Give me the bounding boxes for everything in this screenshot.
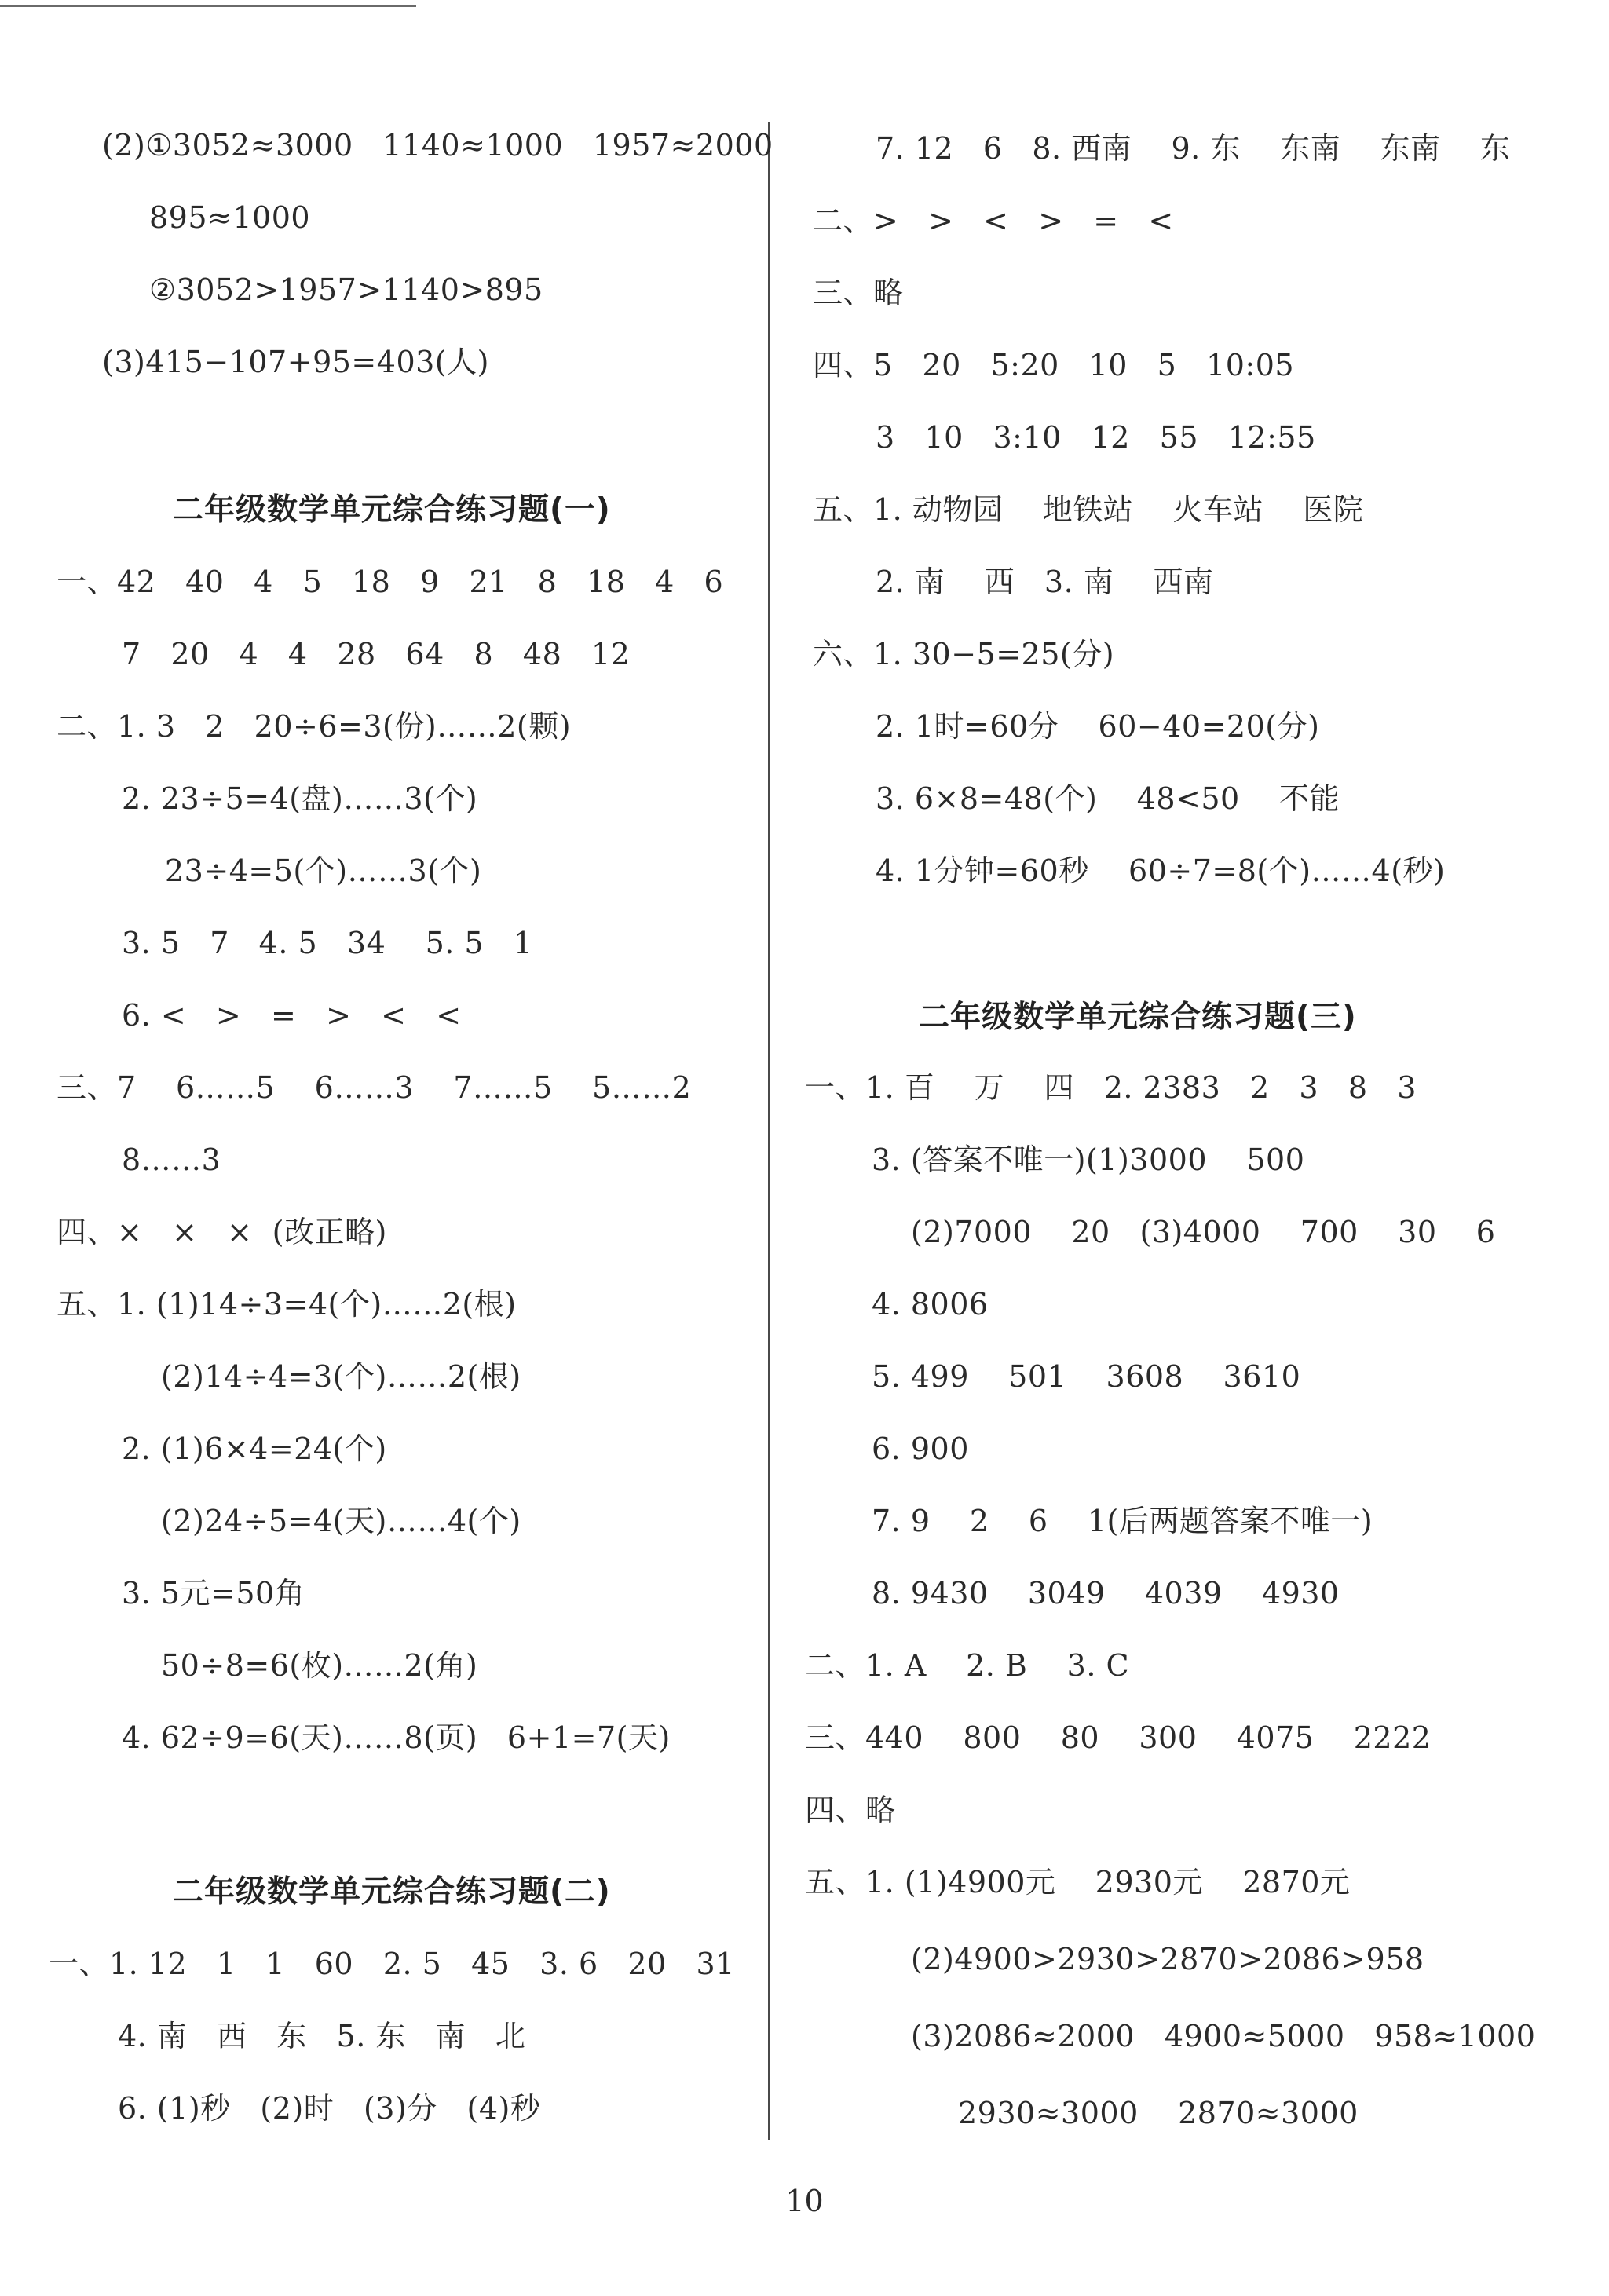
answer-line: 一、42 40 4 5 18 9 21 8 18 4 6 [57, 565, 724, 599]
answer-line: 五、1. 动物园 地铁站 火车站 医院 [813, 492, 1364, 527]
page-number: 10 [785, 2184, 824, 2218]
answer-line: 2930≈3000 2870≈3000 [958, 2096, 1359, 2130]
answer-line: 6. (1)秒 (2)时 (3)分 (4)秒 [118, 2091, 541, 2126]
answer-line: 三、440 800 80 300 4075 2222 [805, 1720, 1432, 1755]
answer-line: 3. 5 7 4. 5 34 5. 5 1 [122, 926, 533, 960]
column-divider [768, 122, 770, 2140]
answer-line: (2)24÷5=4(天)……4(个) [161, 1504, 521, 1538]
answer-line: (2)4900>2930>2870>2086>958 [911, 1942, 1424, 1976]
answer-line: 3 10 3:10 12 55 12:55 [876, 420, 1316, 455]
answer-line: 3. 5元=50角 [122, 1576, 305, 1610]
answer-line: 四、略 [805, 1793, 896, 1827]
answer-line: 3. (答案不唯一)(1)3000 500 [872, 1143, 1305, 1177]
answer-line: 3. 6×8=48(个) 48<50 不能 [876, 781, 1340, 816]
answer-line: 2. 南 西 3. 南 西南 [876, 565, 1214, 599]
answer-line: 8. 9430 3049 4039 4930 [872, 1576, 1340, 1610]
answer-line: (3)2086≈2000 4900≈5000 958≈1000 [911, 2019, 1536, 2053]
answer-line: 五、1. (1)4900元 2930元 2870元 [805, 1865, 1351, 1899]
answer-line: 7. 12 6 8. 西南 9. 东 东南 东南 东 [876, 131, 1511, 166]
answer-line: 4. 南 西 东 5. 东 南 北 [118, 2019, 526, 2053]
answer-line: 六、1. 30−5=25(分) [813, 637, 1115, 671]
section-heading-unit2: 二年级数学单元综合练习题(二) [173, 1874, 611, 1910]
answer-line: 2. 23÷5=4(盘)……3(个) [122, 781, 478, 816]
answer-line: 2. (1)6×4=24(个) [122, 1431, 387, 1466]
section-heading-unit1: 二年级数学单元综合练习题(一) [173, 492, 611, 528]
answer-line: 50÷8=6(枚)……2(角) [161, 1648, 478, 1683]
answer-line: 4. 1分钟=60秒 60÷7=8(个)……4(秒) [876, 854, 1446, 888]
answer-line: (2)7000 20 (3)4000 700 30 6 [911, 1215, 1496, 1249]
answer-line: 五、1. (1)14÷3=4(个)……2(根) [57, 1287, 517, 1322]
answer-line: 6. < > = > < < [122, 998, 462, 1033]
answer-line: 2. 1时=60分 60−40=20(分) [876, 709, 1320, 744]
answer-line: (2)14÷4=3(个)……2(根) [161, 1359, 521, 1394]
answer-line: 三、7 6……5 6……3 7……5 5……2 [57, 1070, 692, 1105]
answer-line: 8……3 [122, 1143, 221, 1177]
answer-line: 7. 9 2 6 1(后两题答案不唯一) [872, 1504, 1373, 1538]
answer-line: (2)①3052≈3000 1140≈1000 1957≈2000 [102, 128, 773, 163]
answer-line: 4. 8006 [872, 1287, 989, 1322]
answer-line: 四、5 20 5:20 10 5 10:05 [813, 348, 1295, 382]
answer-line: 895≈1000 [149, 200, 311, 235]
section-heading-unit3: 二年级数学单元综合练习题(三) [919, 1000, 1357, 1035]
answer-line: 7 20 4 4 28 64 8 48 12 [122, 637, 631, 671]
answer-line: 四、× × × (改正略) [57, 1215, 387, 1249]
answer-line: ②3052>1957>1140>895 [149, 272, 543, 307]
answer-line: 5. 499 501 3608 3610 [872, 1359, 1301, 1394]
answer-line: (3)415−107+95=403(人) [102, 345, 489, 379]
answer-line: 4. 62÷9=6(天)……8(页) 6+1=7(天) [122, 1720, 671, 1755]
answer-line: 一、1. 12 1 1 60 2. 5 45 3. 6 20 31 [49, 1947, 735, 1981]
answer-line: 一、1. 百 万 四 2. 2383 2 3 8 3 [805, 1070, 1417, 1105]
answer-line: 6. 900 [872, 1431, 969, 1466]
top-rule [0, 5, 416, 7]
answer-line: 23÷4=5(个)……3(个) [165, 854, 482, 888]
answer-line: 三、略 [813, 276, 904, 310]
answer-line: 二、1. 3 2 20÷6=3(份)……2(颗) [57, 709, 572, 744]
answer-line: 二、1. A 2. B 3. C [805, 1648, 1130, 1683]
answer-line: 二、> > < > = < [813, 203, 1174, 238]
